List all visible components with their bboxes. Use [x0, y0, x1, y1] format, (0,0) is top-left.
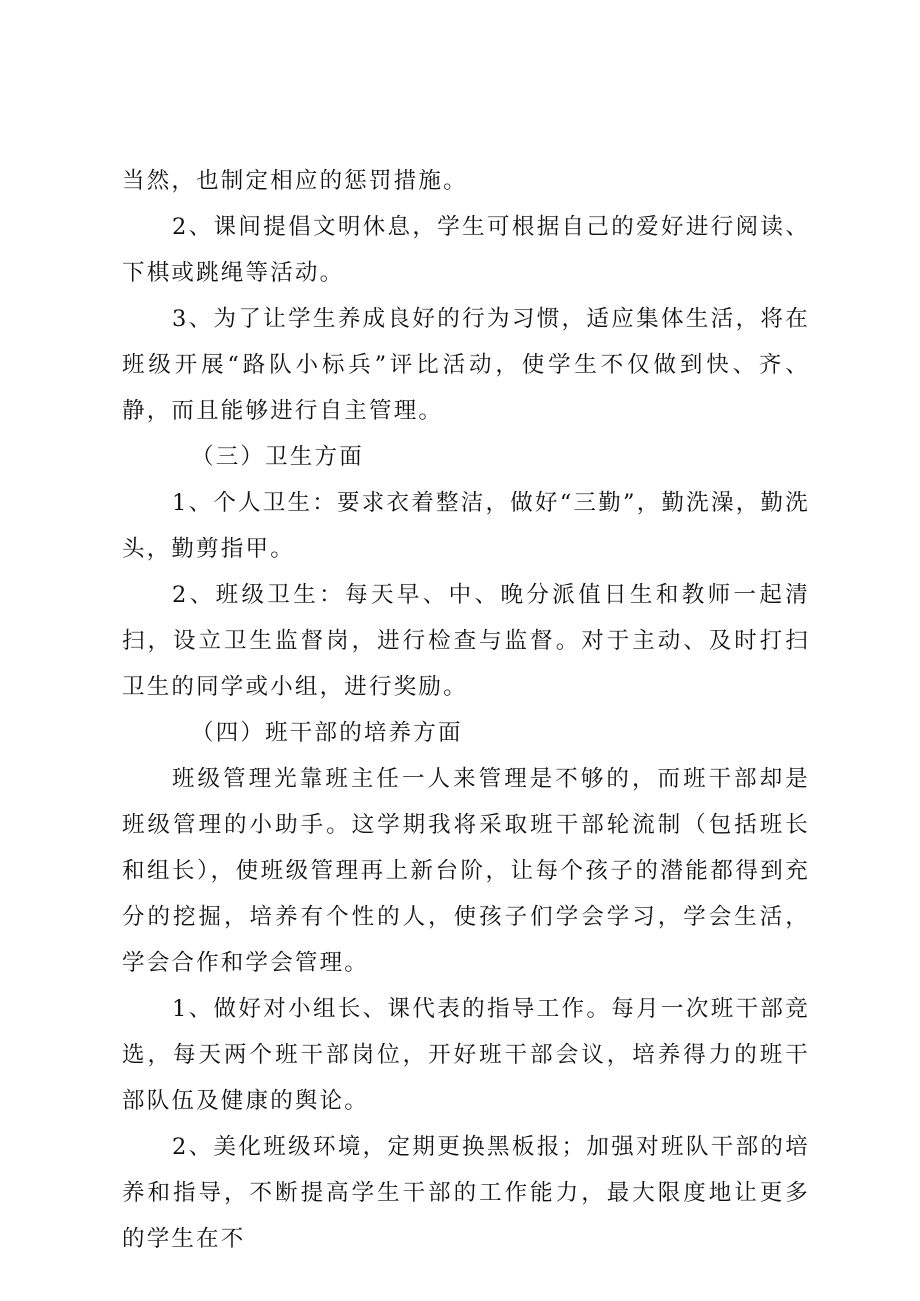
paragraph-6: 班级管理光靠班主任一人来管理是不够的，而班干部却是班级管理的小助手。这学期我将采取班干部轮流制（包括班长和组长），使班级管理再上新台阶，让每个孩子的潜能都得到充分的挖掘，培养有个性的人，使孩子们学会学习，学会生活，学会合作和学会管理。 [122, 766, 810, 976]
paragraph-3: 3、为了让学生养成良好的行为习惯，适应集体生活，将在班级开展“路队小标兵”评比活动，使学生不仅做到快、齐、静，而且能够进行自主管理。 [122, 306, 810, 424]
paragraph-4: 1、个人卫生：要求衣着整洁，做好“三勤”，勤洗澡，勤洗头，勤剪指甲。 [122, 490, 810, 562]
paragraph-5: 2、班级卫生：每天早、中、晚分派值日生和教师一起清扫，设立卫生监督岗，进行检查与监督。对于主动、及时打扫卫生的同学或小组，进行奖励。 [122, 582, 810, 700]
paragraph-7: 1、做好对小组长、课代表的指导工作。每月一次班干部竞选，每天两个班干部岗位，开好班干部会议，培养得力的班干部队伍及健康的舆论。 [122, 996, 810, 1114]
section-heading-class-cadres: （四）班干部的培养方面 [191, 720, 463, 746]
section-heading-hygiene: （三）卫生方面 [191, 444, 364, 470]
paragraph-8: 2、美化班级环境，定期更换黑板报；加强对班队干部的培养和指导，不断提高学生干部的工作能力，最大限度地让更多的学生在不 [122, 1134, 810, 1252]
paragraph-1: 当然，也制定相应的惩罚措施。 [122, 168, 468, 194]
document-page [122, 158, 810, 1262]
paragraph-2: 2、课间提倡文明休息，学生可根据自己的爱好进行阅读、下棋或跳绳等活动。 [122, 214, 810, 286]
